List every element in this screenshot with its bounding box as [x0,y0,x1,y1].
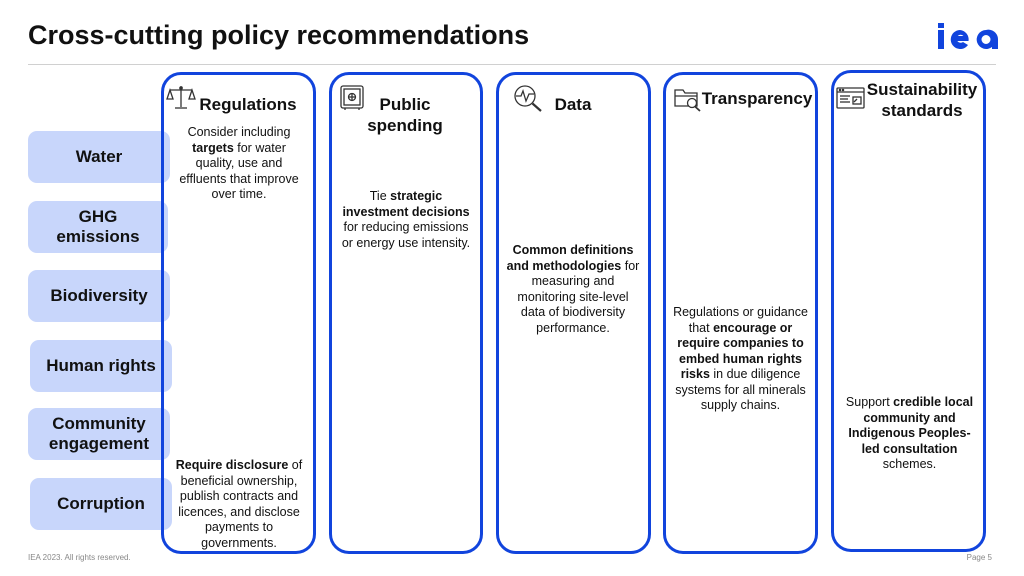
row-label-ghg-emissions: GHG emissions [28,201,168,253]
row-label-water: Water [28,131,170,183]
cell-standards-community: Support credible local community and Indigenous Peoples-led consultation schemes. [845,395,974,471]
column-heading-sustainability-standards: Sustainability standards [866,80,978,120]
header-divider [28,64,996,65]
column-heading-transparency: Transparency [701,89,813,108]
row-label-human-rights: Human rights [30,340,172,392]
iea-logo [936,22,998,50]
page-title: Cross-cutting policy recommendations [28,20,530,50]
column-heading-public-spending: Public spending [367,95,443,135]
cell-regulations-corruption: Require disclosure of beneficial ownership, publish contracts and licences, and disclose payments to governments. [175,458,303,550]
row-label-biodiversity: Biodiversity [28,270,170,322]
column-heading-regulations: Regulations [199,95,297,114]
column-heading-data: Data [554,95,592,114]
cell-transparency-human-rights: Regulations or guidance that encourage or require companies to embed human rights risks in due diligence systems for all minerals supply chains. [673,305,808,412]
row-label-corruption: Corruption [30,478,172,530]
scales-icon [166,85,196,111]
column-sustainability-standards [831,70,986,552]
data-search-icon [513,84,543,112]
copyright-text: IEA 2023. All rights reserved. [28,553,131,562]
cell-data-biodiversity: Common definitions and methodologies for measuring and monitoring site-level data of biodiversity performance. [506,243,640,335]
column-public-spending [329,72,483,554]
page-number: Page 5 [966,553,992,562]
cell-regulations-water: Consider including targets for water quality, use and effluents that improve over time. [179,125,299,201]
cell-public-spending-ghg: Tie strategic investment decisions for reducing emissions or energy use intensity. [341,189,471,250]
row-label-community-engagement: Community engagement [28,408,170,460]
